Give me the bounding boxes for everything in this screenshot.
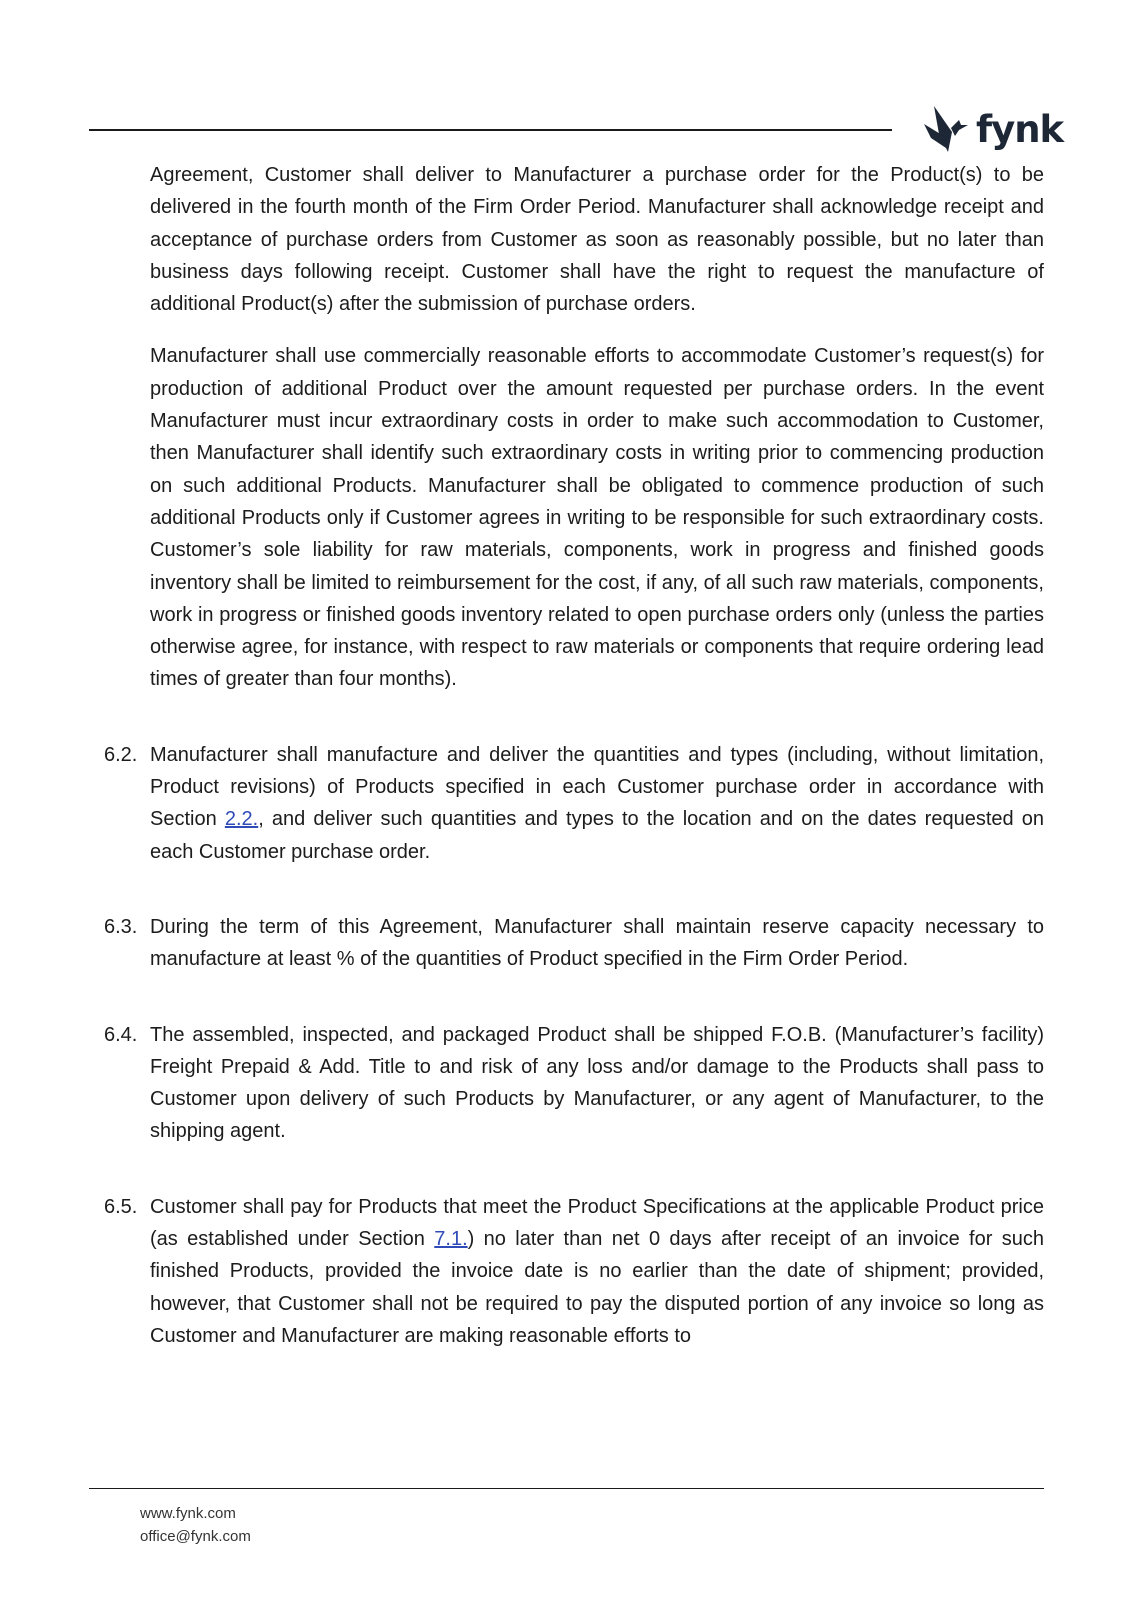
paragraph-intro-1: Agreement, Customer shall deliver to Manufacturer a purchase order for the Product(s) to be delivered in the fourth month of the Firm Order Period. Manufacturer shall acknowledge receipt and acceptance of purchase orders from Customer as soon as reasonably possible, but no later than business days following receipt. Customer shall have the right to request the manufacture of additional Product(s) after the submission of purchase orders.	[150, 164, 1044, 316]
section-6-3	[104, 911, 1044, 976]
header-rule	[89, 129, 892, 131]
section-number: 6.5.	[104, 1195, 138, 1218]
section-number: 6.4.	[104, 1023, 138, 1046]
bird-logo-icon	[922, 104, 974, 154]
footer	[140, 1502, 251, 1548]
section-6-5	[104, 1191, 1044, 1352]
document-body	[104, 159, 1044, 1352]
footer-rule	[89, 1488, 1044, 1489]
paragraph-intro-2: Manufacturer shall use commercially reasonable efforts to accommodate Customer’s request(s) for production of additional Product over the amount requested per purchase orders. In the event Manufacturer must incur extraordinary costs in order to make such accommodation to Customer, then Manufacturer shall identify such extraordinary costs in writing prior to commencing production on such additional Products. Manufacturer shall be obligated to commence production of such additional Products only if Customer agrees in writing to be responsible for such extraordinary costs. Customer’s sole liability for raw materials, components, work in progress and finished goods inventory shall be limited to reimbursement for the cost, if any, of all such raw materials, components, work in progress or finished goods inventory related to open purchase orders only (unless the parties otherwise agree, for instance, with respect to raw materials or components that require ordering lead times of greater than four months).	[150, 345, 1044, 691]
section-text: Customer shall pay for Products that meet the Product Specifications at the applicable Product price (as established under Section 7.1.) no later than net 0 days after receipt of an invoice for such finished Products, provided the invoice date is no earlier than the date of shipment; provided, however, that Customer shall not be required to pay the disputed portion of any invoice so long as Customer and Manufacturer are making reasonable efforts to	[150, 1195, 1044, 1347]
section-number: 6.2.	[104, 743, 138, 766]
section-6-2	[104, 739, 1044, 868]
section-7-1-link[interactable]: 7.1.	[434, 1228, 468, 1251]
footer-website: www.fynk.com	[140, 1505, 236, 1522]
brand-name: fynk	[976, 107, 1064, 151]
section-text: Manufacturer shall manufacture and deliver the quantities and types (including, without limitation, Product revisions) of Products specified in each Customer purchase order in accordance with Section 2.2., and deliver such quantities and types to the location and on the dates requested on each Customer purchase order.	[150, 743, 1045, 863]
section-number: 6.3.	[104, 915, 138, 938]
section-text: The assembled, inspected, and packaged Product shall be shipped F.O.B. (Manufacturer’s facility) Freight Prepaid & Add. Title to and risk of any loss and/or damage to the Products shall pass to Customer upon delivery of such Products by Manufacturer, or any agent of Manufacturer, to the shipping agent.	[150, 1023, 1044, 1143]
section-text: During the term of this Agreement, Manufacturer shall maintain reserve capacity necessary to manufacture at least % of the quantities of Product specified in the Firm Order Period.	[150, 915, 1044, 971]
section-6-4	[104, 1019, 1044, 1148]
footer-email: office@fynk.com	[140, 1528, 251, 1545]
fynk-logo	[922, 104, 1063, 154]
section-2-2-link[interactable]: 2.2.	[224, 808, 259, 831]
